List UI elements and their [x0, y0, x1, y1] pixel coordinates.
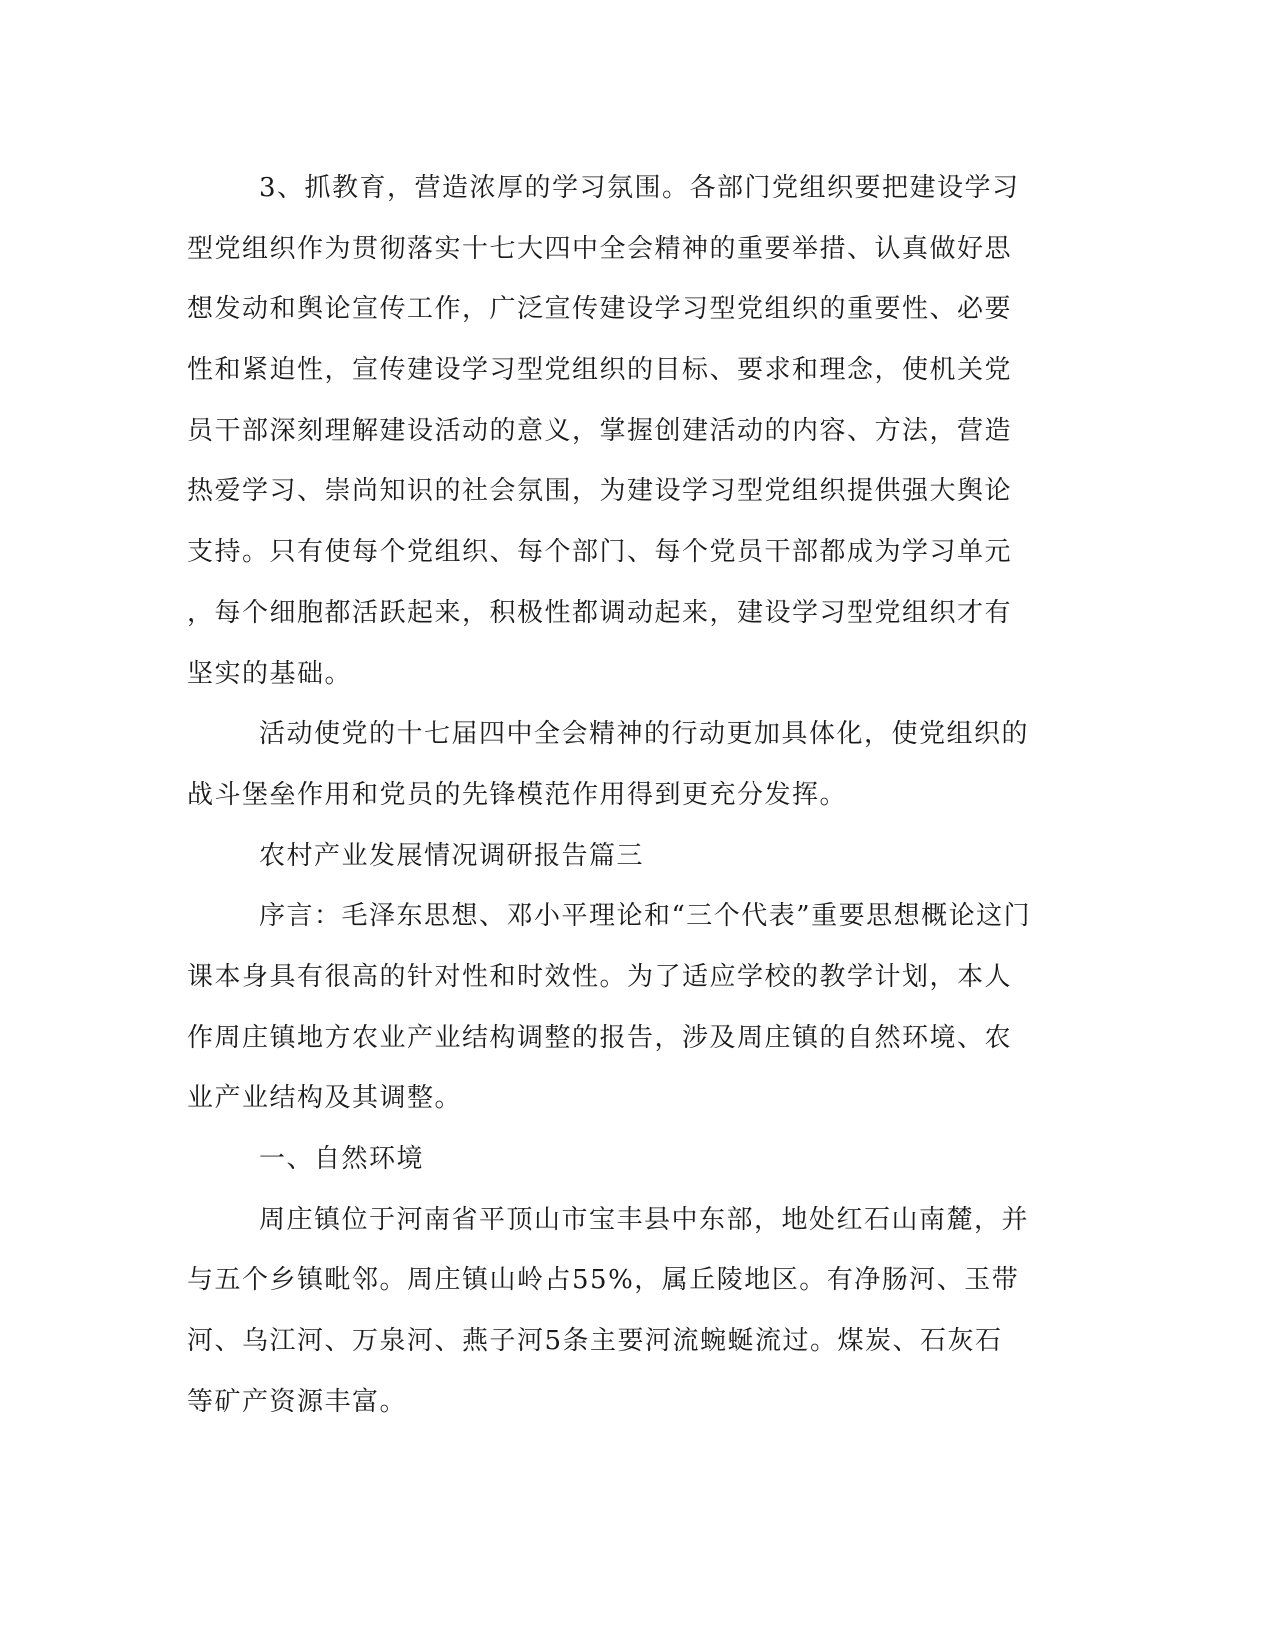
text-line: 支持。只有使每个党组织、每个部门、每个党员干部都成为学习单元: [187, 537, 1013, 568]
text-line: 等矿产资源丰富。: [187, 1386, 408, 1417]
text-line: 与五个乡镇毗邻。周庄镇山岭占55%，属丘陵地区。有净肠河、玉带: [187, 1265, 1020, 1296]
section-heading: 农村产业发展情况调研报告篇三: [259, 840, 645, 871]
text-line: 想发动和舆论宣传工作，广泛宣传建设学习型党组织的重要性、必要: [187, 294, 1013, 325]
text-line: 3、抓教育，营造浓厚的学习氛围。各部门党组织要把建设学习: [259, 173, 1020, 203]
text-line: 型党组织作为贯彻落实十七大四中全会精神的重要举措、认真做好思: [187, 233, 1013, 264]
text-line: 活动使党的十七届四中全会精神的行动更加具体化，使党组织的: [259, 719, 1030, 750]
text-line: 序言：毛泽东思想、邓小平理论和“三个代表”重要思想概论这门: [259, 901, 1032, 932]
document-body: [187, 158, 1087, 1432]
text-line: 战斗堡垒作用和党员的先锋模范作用得到更充分发挥。: [187, 779, 848, 810]
text-line: 业产业结构及其调整。: [187, 1083, 463, 1114]
text-line: 热爱学习、崇尚知识的社会氛围，为建设学习型党组织提供强大舆论: [187, 476, 1013, 507]
text-line: 河、乌江河、万泉河、燕子河5条主要河流蜿蜒流过。煤炭、石灰石: [187, 1326, 1003, 1357]
text-line: 课本身具有很高的针对性和时效性。为了适应学校的教学计划，本人: [187, 961, 1013, 992]
text-line: 作周庄镇地方农业产业结构调整的报告，涉及周庄镇的自然环境、农: [187, 1022, 1013, 1053]
text-line: 性和紧迫性，宣传建设学习型党组织的目标、要求和理念，使机关党: [187, 355, 1013, 386]
text-line: 员干部深刻理解建设活动的意义，掌握创建活动的内容、方法，营造: [187, 415, 1013, 446]
section-heading: 一、自然环境: [259, 1144, 425, 1174]
text-line: 周庄镇位于河南省平顶山市宝丰县中东部，地处红石山南麓，并: [259, 1204, 1030, 1235]
text-line: ，每个细胞都活跃起来，积极性都调动起来，建设学习型党组织才有: [187, 597, 1013, 628]
text-line: 坚实的基础。: [187, 658, 353, 689]
